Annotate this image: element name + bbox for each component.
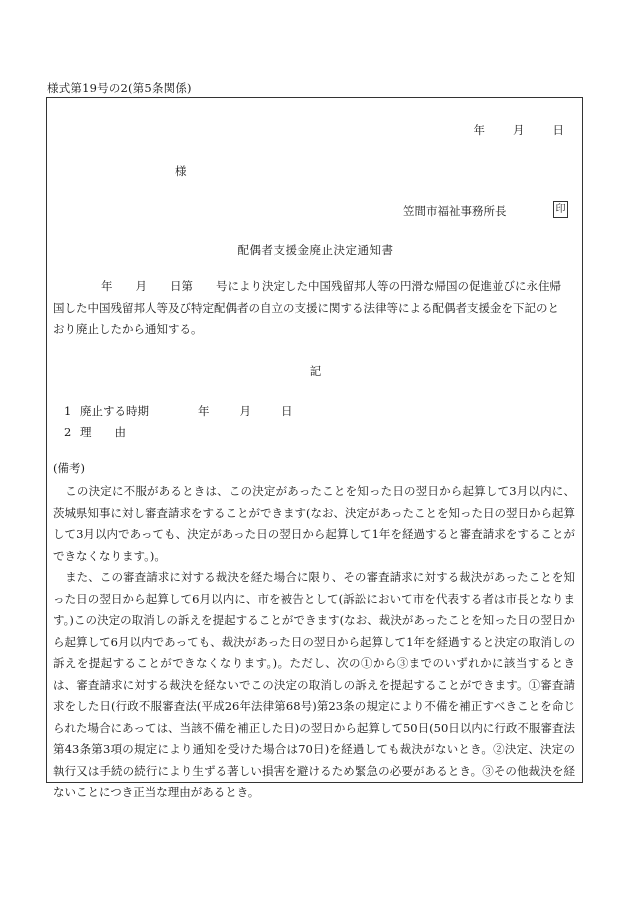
seal-mark: 印: [553, 201, 568, 218]
intro-paragraph: [53, 276, 575, 341]
item-day: 日: [281, 404, 293, 418]
date-month: 月: [513, 123, 525, 137]
item-year: 年: [198, 404, 210, 418]
issuer-name: 笠間市福祉事務所長: [403, 204, 507, 218]
issue-date: [474, 122, 565, 138]
form-number: 様式第19号の2(第5条関係): [47, 81, 192, 95]
item-reason: [64, 424, 198, 440]
intro-line-2: 国した中国残留邦人等及び特定配偶者の自立の支援に関する法律等による配偶者支援金を下記のと: [53, 300, 559, 315]
item-number: 2: [64, 425, 72, 439]
remarks-paragraph-2: また、この審査請求に対する裁決を経た場合に限り、その審査請求に対する裁決があったことを知った日の翌日から起算して6月以内に、市を被告として(訴訟において市を代表する者は市長となります。)この決定の取消しの訴えを提起することができます(なお、裁決があったことを知った日の翌日から起算して6月以内であっても、裁決があった日の翌日から起算して1年を経過すると決定の取消しの訴えを提起することができなくなります。)。ただし、次の①から③までのいずれかに該当するときは、審査請求に対する裁決を経ないでこの決定の取消しの訴えを提起することができます。①審査請求をした日(行政不服審査法(平成26年法律第68号)第23条の規定により不備を補正すべきことを命じられた場合にあっては、当該不備を補正した日)の翌日から起算して50日(50日以内に行政不服審査法第43条第3項の規定により通知を受けた場合は70日)を経過しても裁決がないとき。②決定、決定の執行又は手続の続行により生ずる著しい損害を避けるため緊急の必要があるとき。③その他裁決を経ないことにつき正当な理由があるとき。: [53, 570, 575, 799]
ki-heading: 記: [309, 364, 322, 378]
remarks-heading: (備考): [53, 461, 85, 475]
notice-frame: [46, 97, 583, 799]
item-abolition-date: [64, 403, 293, 419]
item-label: 廃止する時期: [80, 404, 149, 418]
date-year: 年: [473, 123, 485, 137]
document-title: 配偶者支援金廃止決定通知書: [237, 243, 394, 257]
intro-line-3: おり廃止したから通知する。: [53, 322, 203, 336]
remarks-body: [53, 481, 575, 804]
item-month: 月: [239, 404, 251, 418]
remarks-paragraph-1: この決定に不服があるときは、この決定があったことを知った日の翌日から起算して3月以内に、茨城県知事に対し審査請求をすることができます(なお、決定があったことを知った日の翌日から起算して3月以内であっても、決定があった日の翌日から起算して1年を経過すると審査請求をすることができなくなります。)。: [53, 484, 575, 563]
addressee-suffix: 様: [175, 164, 187, 178]
intro-line-1: 年 月 日第 号により決定した中国残留邦人等の円滑な帰国の促進並びに永住帰: [101, 279, 561, 293]
date-day: 日: [552, 123, 564, 137]
item-label: 理 由: [80, 425, 126, 439]
item-number: 1: [64, 404, 72, 418]
